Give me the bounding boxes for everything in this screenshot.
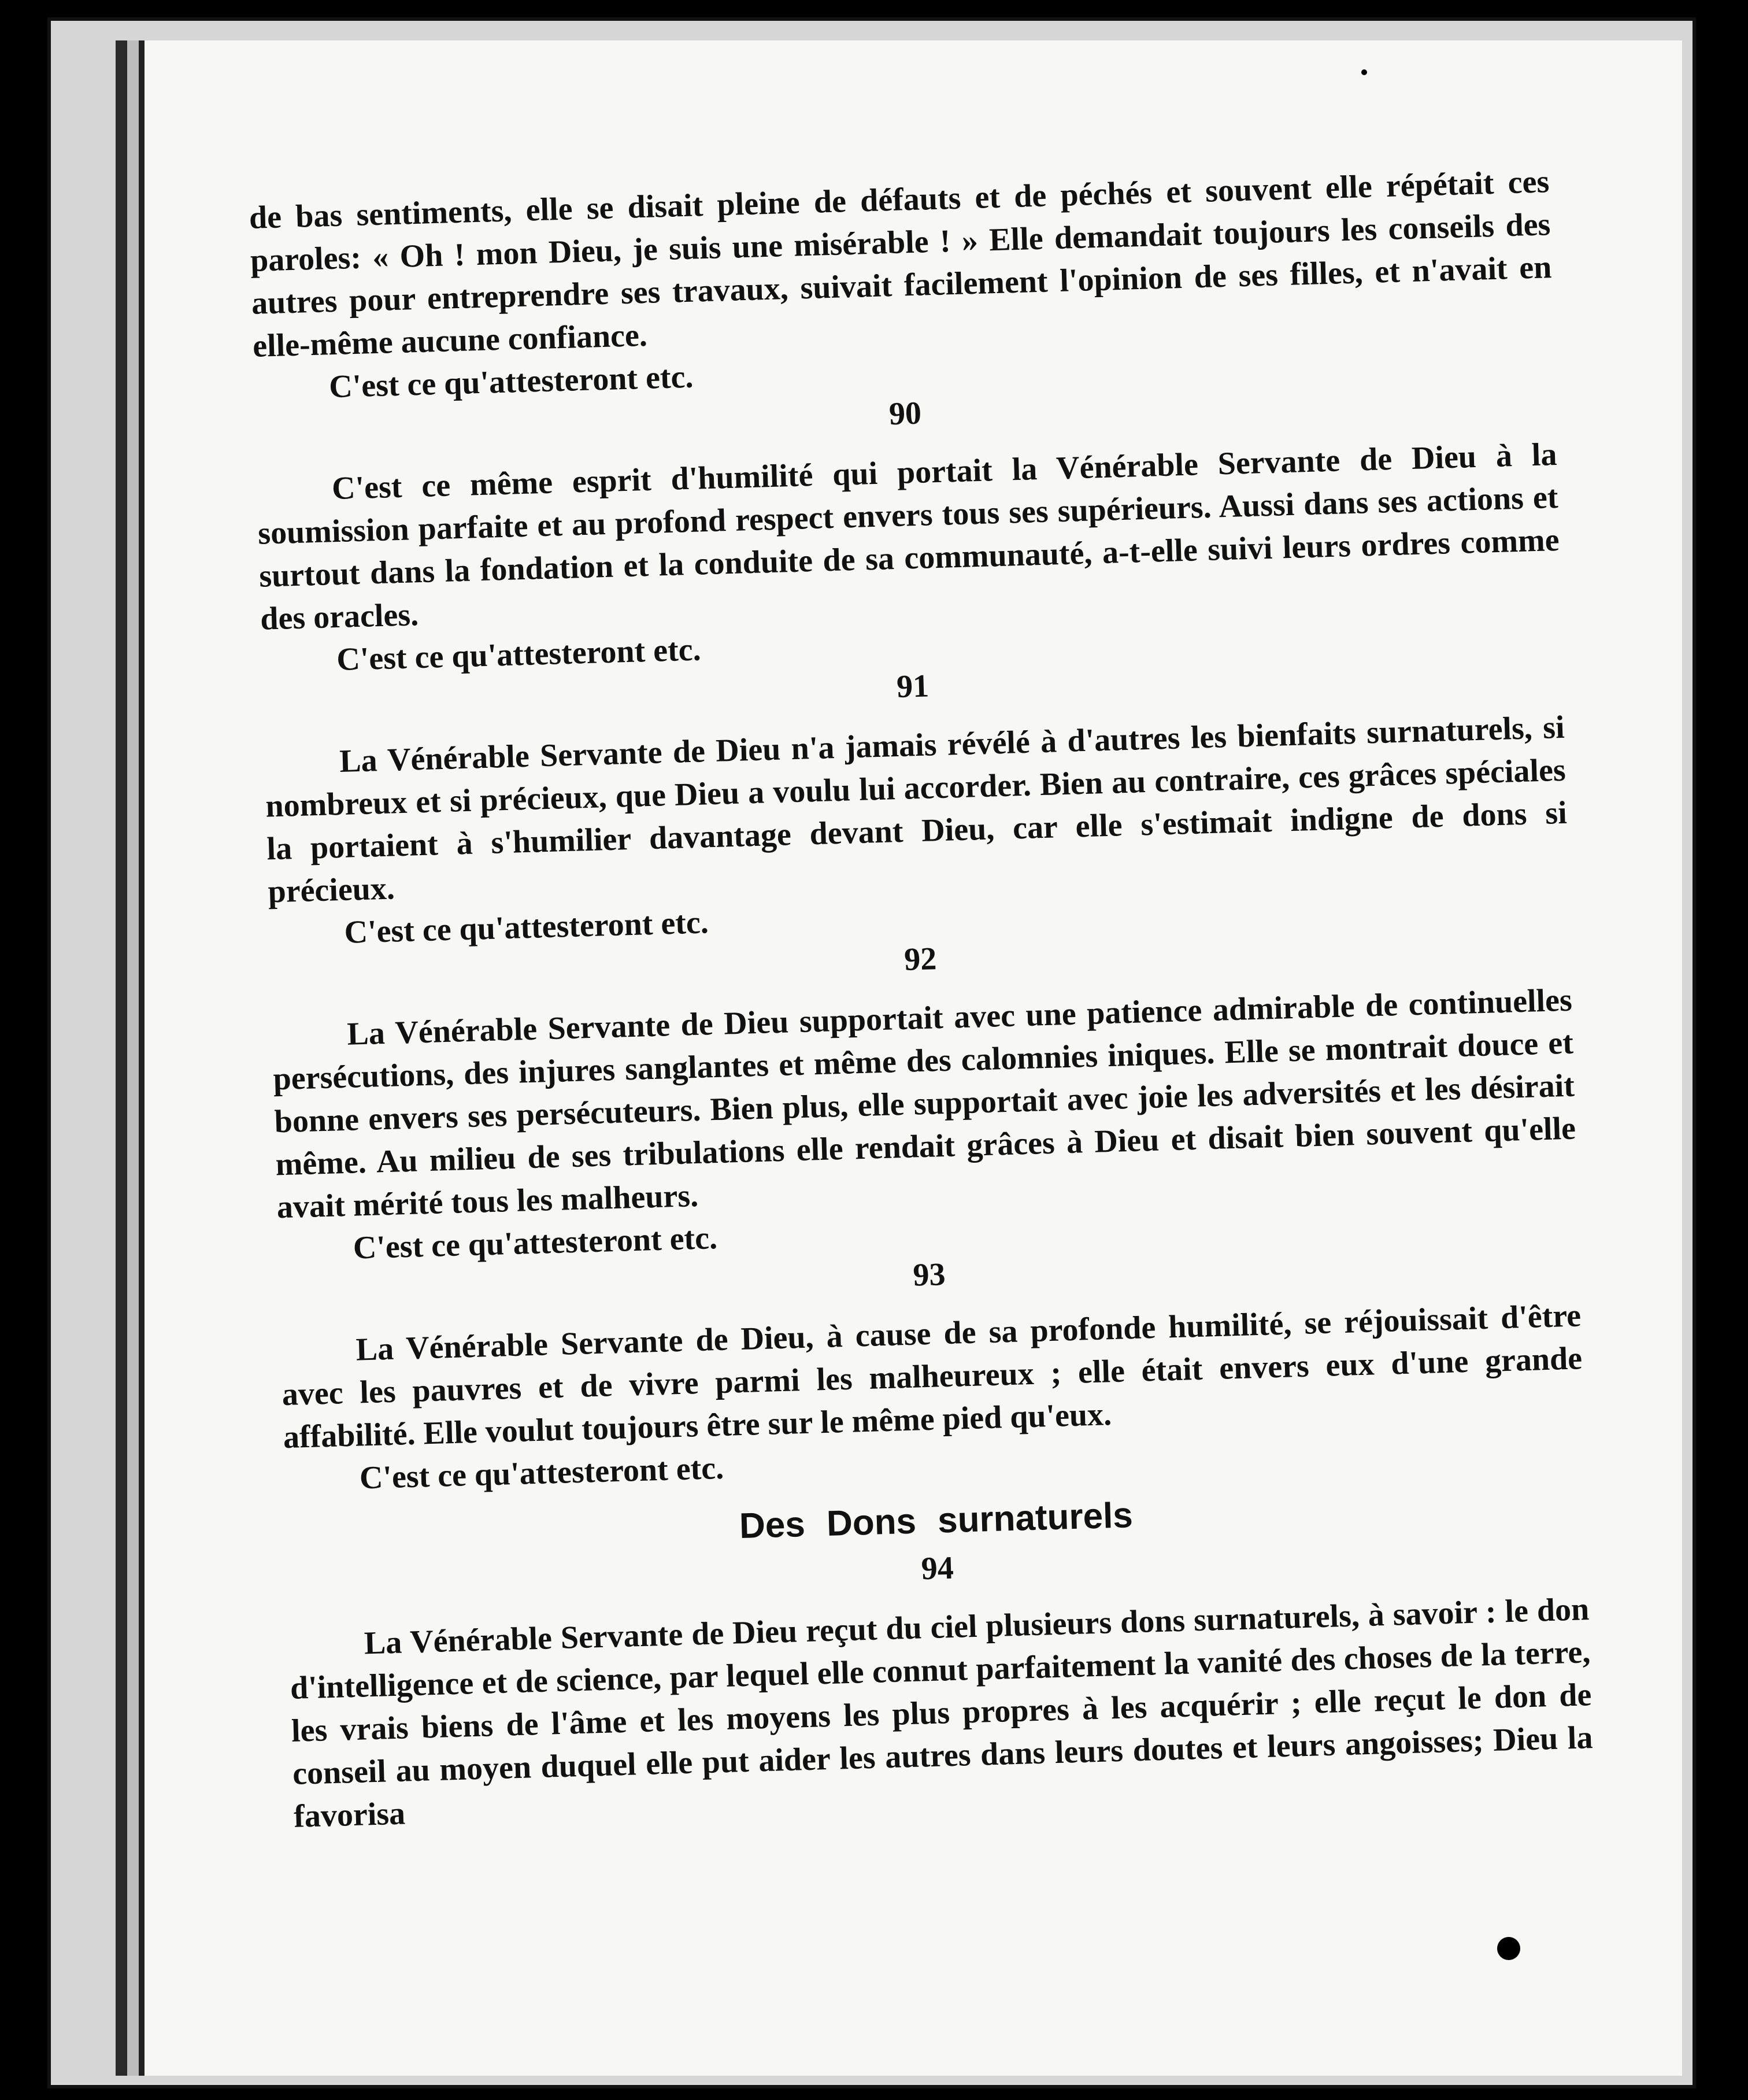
article-93-text: La Vénérable Servante de Dieu, à cause de sa profonde humilité, se réjouissait d'être avec les pauvres et de vivre parmi les malheureux ; elle était envers eux d'une grande affabilité. Elle voulut toujours être sur le même pied qu'eux. <box>282 1297 1583 1456</box>
ink-speck <box>1361 69 1367 75</box>
section-title: Des Dons surnaturels <box>739 1495 1134 1547</box>
article-92-text: La Vénérable Servante de Dieu supportait avec une patience admirable de continuelles persécutions, des injures sanglantes et même des calomnies iniques. Elle se montrait douce et bonne envers ses persécuteurs. Bien plus, elle supportait avec joie les adversités et les désirait même. Au milieu de ses tribulations elle rendait grâces à Dieu et disait bien souvent qu'elle avait mérité tous les malheurs. <box>272 982 1576 1226</box>
ink-speck <box>1497 1937 1520 1960</box>
article-number-91: 91 <box>896 668 929 705</box>
article-90-attestation: C'est ce qu'attesteront etc. <box>336 631 702 678</box>
article-number-92: 92 <box>903 941 938 978</box>
intro-attestation: C'est ce qu'attesteront etc. <box>328 358 694 405</box>
article-number-90: 90 <box>888 395 922 432</box>
article-number-94: 94 <box>920 1550 954 1587</box>
article-93-attestation: C'est ce qu'attesteront etc. <box>359 1450 724 1496</box>
article-number-93: 93 <box>912 1256 946 1293</box>
article-94-text: La Vénérable Servante de Dieu reçut du ciel plusieurs dons surnaturels, à savoir : le don d'intelligence et de science, par lequel elle connut parfaitement la vanité des choses de la terre, les vrais biens de l'âme et les moyens les plus propres à les acquérir ; elle reçut le don de conseil au moyen duquel elle put aider les autres dans leurs doutes et leurs angoisses; Dieu la favorisa <box>290 1591 1594 1835</box>
article-92-attestation: C'est ce qu'attesteront etc. <box>352 1220 718 1266</box>
article-91-attestation: C'est ce qu'attesteront etc. <box>343 904 709 951</box>
intro-paragraph: de bas sentiments, elle se disait pleine de défauts et de péchés et souvent elle répétait ces paroles: « Oh ! mon Dieu, je suis une misérable ! » Elle demandait toujours les conseils des autres pour entreprendre ses travaux, suivait facilement l'opinion de ses filles, et n'avait en elle-même aucune confiance. <box>249 164 1553 364</box>
article-90-text: C'est ce même esprit d'humilité qui portait la Vénérable Servante de Dieu à la soumission parfaite et au profond respect envers tous ses supérieurs. Aussi dans ses actions et surtout dans la fondation et la conduite de sa communauté, a-t-elle suivi leurs ordres comme des oracles. <box>257 436 1560 637</box>
page-text <box>249 160 1595 1873</box>
article-91-text: La Vénérable Servante de Dieu n'a jamais révélé à d'autres les bienfaits surnaturels, si nombreux et si précieux, que Dieu a voulu lui accorder. Bien au contraire, ces grâces spéciales la portaient à s'humilier davantage devant Dieu, car elle s'estimait indigne de dons si précieux. <box>265 709 1568 910</box>
